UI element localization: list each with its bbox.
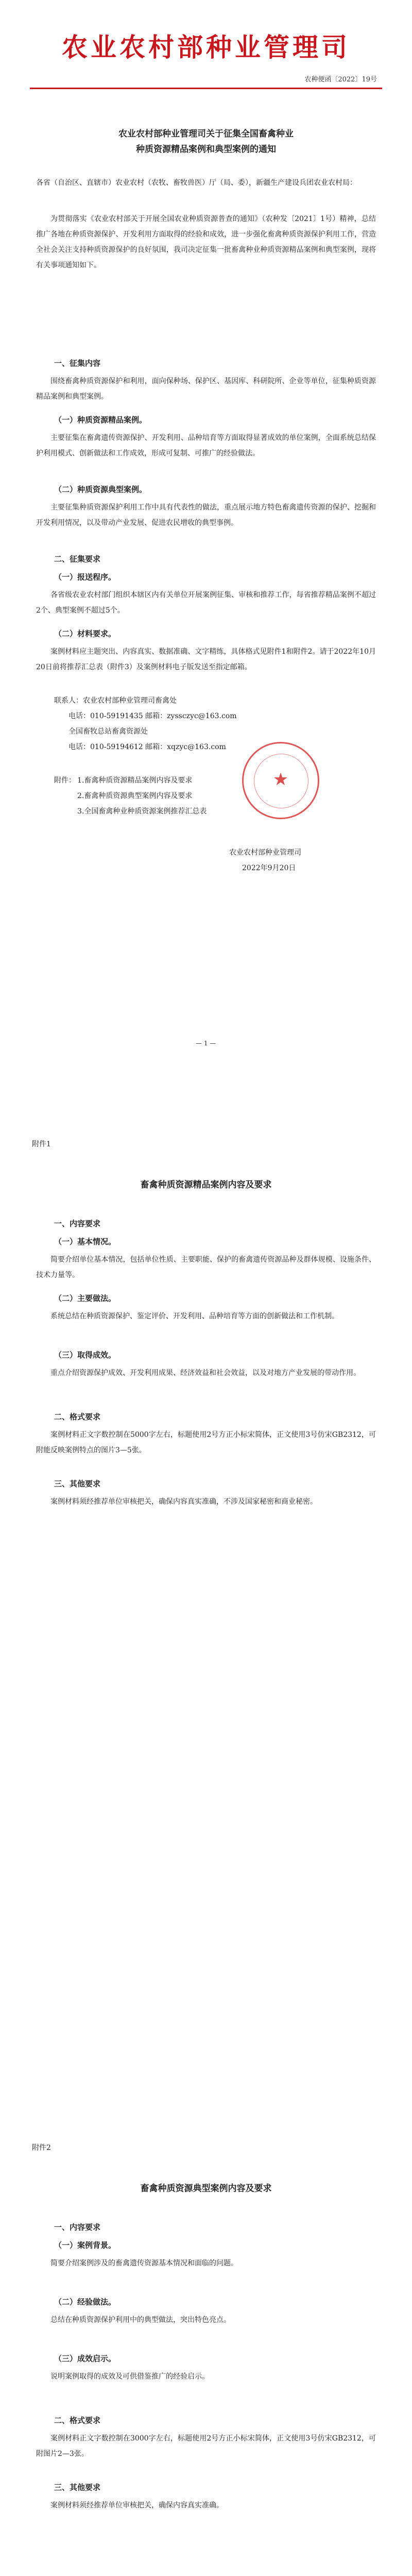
annex-2-label: 附件2 <box>32 2144 51 2152</box>
attachment-2: 2.畜禽种质资源典型案例内容及要求 <box>77 792 193 800</box>
annex-1-h1: 一、内容要求 <box>54 1219 101 1228</box>
page-annex-2 <box>0 2083 412 2576</box>
page-annex-1 <box>0 1074 412 2083</box>
annex-1-h2-body: 案例材料正文字数控制在5000字左右，标题使用2号方正小标宋简体，正文使用3号仿宋GB2312，可附能反映案例特点的图片3—5张。 <box>36 1431 376 1454</box>
annex-2-h2: 二、格式要求 <box>54 2416 101 2425</box>
red-divider <box>30 88 382 89</box>
annex-2-h1-sub-3-body: 说明案例取得的成效及可供借鉴推广的经验启示。 <box>50 2372 209 2381</box>
annex-1-h3: 三、其他要求 <box>54 1479 101 1488</box>
annex-2-h1-sub-2-body: 总结在种质资源保护利用中的典型做法，突出特色亮点。 <box>50 2316 231 2324</box>
annex-2-h2-body: 案例材料正文字数控制在3000字左右，标题使用2号方正小标宋简体，正文使用3号仿宋GB2312，可附图片2—3张。 <box>36 2434 376 2458</box>
annex-2-h1: 一、内容要求 <box>54 2223 101 2232</box>
annex-1-title: 畜禽种质资源精品案例内容及要求 <box>140 1180 272 1190</box>
annex-1-h1-sub-3-body: 重点介绍资源保护成效、开发利用成果、经济效益和社会效益，以及对地方产业发展的带动作用。 <box>50 1369 360 1377</box>
section-1-sub-1-body: 主要征集在畜禽遗传资源保护、开发利用、品种培育等方面取得显著成效的单位案例，全面系统总结保护利用模式、创新做法和工作成效，形成可复制、可推广的经验做法。 <box>36 434 376 457</box>
attachment-1: 1.畜禽种质资源精品案例内容及要求 <box>77 776 193 785</box>
annex-2-h3: 三、其他要求 <box>54 2483 101 2492</box>
section-2-sub-2: （二）材料要求。 <box>54 629 116 638</box>
attachments-label: 附件： <box>54 776 76 785</box>
contact-line-2: 电话：010-59191435 邮箱：zyssczyc@163.com <box>68 712 237 720</box>
annex-1-h1-sub-1-body: 简要介绍单位基本情况，包括单位性质、主要职能、保护的畜禽遗传资源品种及群体规模、设施条件、技术力量等。 <box>36 1256 376 1279</box>
section-2-sub-2-body: 案例材料应主题突出、内容真实、数据准确、文字精练，具体格式见附件1和附件2。请于2022年10月20日前将推荐汇总表（附件3）及案例材料电子版发送至指定邮箱。 <box>36 648 376 671</box>
annex-2-title: 畜禽种质资源典型案例内容及要求 <box>140 2183 272 2194</box>
page-notice <box>0 0 412 1074</box>
masthead: 农业农村部种业管理司 <box>62 32 350 62</box>
section-1-heading: 一、征集内容 <box>54 359 101 368</box>
section-1-body: 围绕畜禽种质资源保护和利用，面向保种场、保护区、基因库、科研院所、企业等单位，征集种质资源精品案例和典型案例。 <box>36 377 376 401</box>
annex-1-h3-body: 案例材料须经推荐单位审核把关，确保内容真实准确，不涉及国家秘密和商业秘密。 <box>50 1498 317 1506</box>
annex-1-h1-sub-2: （二）主要做法。 <box>54 1294 116 1303</box>
annex-2-h3-body: 案例材料须经推荐单位审核把关，确保内容真实准确。 <box>50 2501 224 2510</box>
section-1-sub-2-body: 主要征集种质资源保护利用工作中具有代表性的做法，重点展示地方特色畜禽遗传资源的保护、挖掘和开发利用情况，以及带动产业发展、促进农民增收的典型事例。 <box>36 503 376 527</box>
doc-number: 农种便函〔2022〕19号 <box>304 76 377 83</box>
annex-1-h1-sub-3: （三）取得成效。 <box>54 1350 116 1360</box>
recipient: 各省（自治区、直辖市）农业农村（农牧、畜牧兽医）厅（局、委），新疆生产建设兵团农业农村局： <box>36 179 357 187</box>
contact-line-1: 联系人：农业农村部种业管理司畜禽处 <box>54 697 177 705</box>
annex-2-h1-sub-3: （三）成效启示。 <box>54 2354 116 2363</box>
annex-1-h2: 二、格式要求 <box>54 1412 101 1421</box>
annex-1-label: 附件1 <box>32 1140 51 1148</box>
annex-1-h1-sub-1: （一）基本情况。 <box>54 1237 116 1246</box>
section-1-sub-1: （一）种质资源精品案例。 <box>54 415 147 425</box>
issue-date: 2022年9月20日 <box>242 864 296 872</box>
annex-2-h1-sub-1-body: 简要介绍案例涉及的畜禽遗传资源基本情况和面临的问题。 <box>50 2259 238 2267</box>
page-footer: — 1 — <box>196 1040 216 1047</box>
section-1-sub-2: （二）种质资源典型案例。 <box>54 485 147 494</box>
annex-1-h1-sub-2-body: 系统总结在种质资源保护、鉴定评价、开发利用、品种培育等方面的创新做法和工作机制。 <box>50 1312 339 1320</box>
contact-line-3: 全国畜牧总站畜禽资源处 <box>68 727 148 736</box>
intro-paragraph: 为贯彻落实《农业农村部关于开展全国农业种质资源普查的通知》（农种发〔2021〕1号）精神，总结推广各地在种质资源保护、开发利用方面取得的经验和成效，进一步强化畜禽种质资源保护利用工作，营造全社会关注支持种质资源保护的良好氛围，我司决定征集一批畜禽种业种质资源精品案例和典型案例，现将有关事项通知如下。 <box>36 215 376 269</box>
section-2-heading: 二、征集要求 <box>54 554 101 564</box>
contact-line-4: 电话：010-59194612 邮箱：xqzyc@163.com <box>68 743 226 751</box>
notice-title-line-1: 农业农村部种业管理司关于征集全国畜禽种业 <box>118 129 294 139</box>
notice-title-line-2: 种质资源精品案例和典型案例的通知 <box>136 144 276 155</box>
section-2-sub-1-body: 各省级农业农村部门组织本辖区内有关单位开展案例征集、审核和推荐工作，每省推荐精品案例不超过2个、典型案例不超过5个。 <box>36 591 376 615</box>
signer: 农业农村部种业管理司 <box>229 849 301 857</box>
official-seal-icon: ★ <box>242 742 319 819</box>
attachment-3: 3.全国畜禽种业种质资源案例推荐汇总表 <box>77 807 207 816</box>
annex-2-h1-sub-2: （二）经验做法。 <box>54 2297 116 2307</box>
annex-2-h1-sub-1: （一）案例背景。 <box>54 2241 116 2250</box>
section-2-sub-1: （一）报送程序。 <box>54 572 116 582</box>
